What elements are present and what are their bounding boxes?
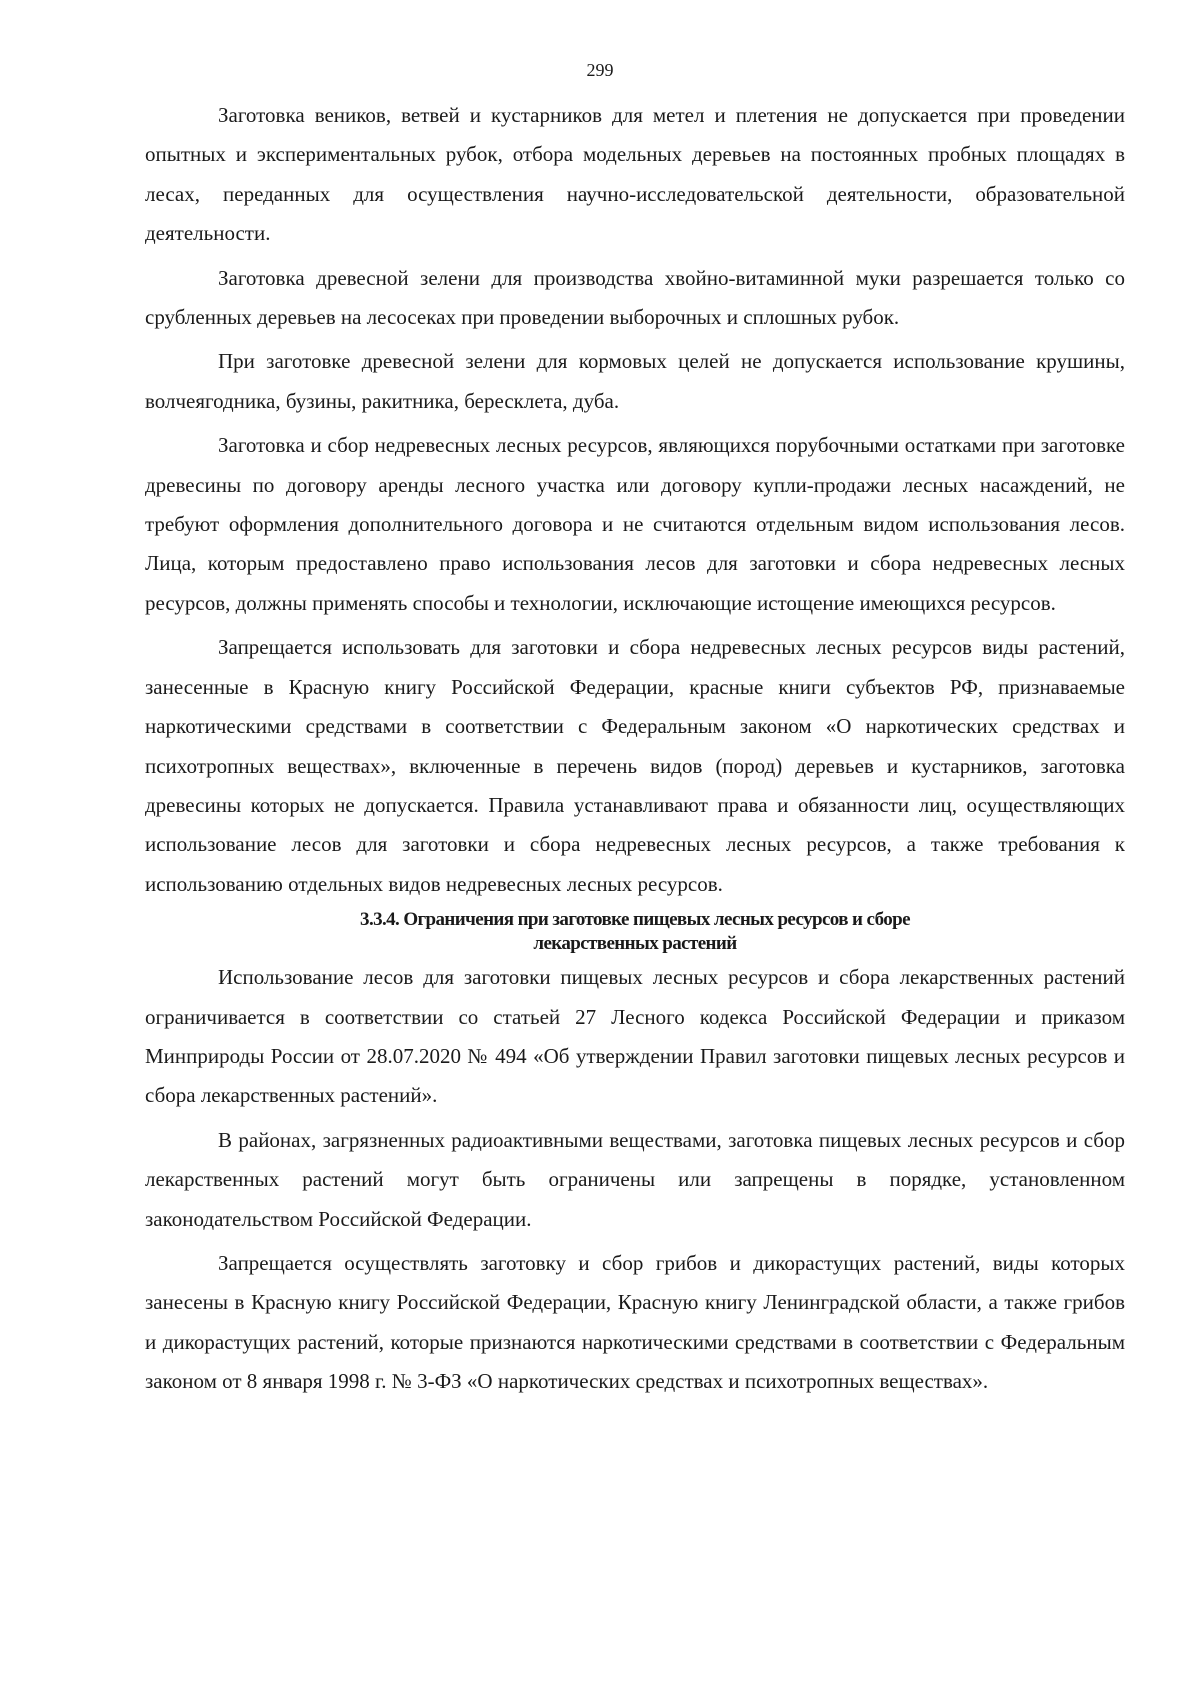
section-heading-line: 3.3.4. Ограничения при заготовке пищевых лесных ресурсов и сборе	[360, 909, 910, 931]
paragraph: Запрещается использовать для заготовки и сбора недревесных лесных ресурсов виды растений, занесенные в Красную книгу Российской Федерации, красные книги субъектов РФ, признаваемые наркотическими средствами в соответствии с Федеральным законом «О наркотических средствах и психотропных веществах», включенные в перечень видов (пород) деревьев и кустарников, заготовка древесины которых не допускается. Правила устанавливают права и обязанности лиц, осуществляющих использование лесов для заготовки и сбора недревесных лесных ресурсов, а также требования к использованию отдельных видов недревесных лесных ресурсов.	[145, 635, 1125, 896]
page-number: 299	[586, 60, 614, 80]
paragraph: Запрещается осуществлять заготовку и сбор грибов и дикорастущих растений, виды которых занесены в Красную книгу Российской Федерации, Красную книгу Ленинградской области, а также грибов и дикорастущих растений, которые признаются наркотическими средствами в соответствии с Федеральным законом от 8 января 1998 г. № 3-ФЗ «О наркотических средствах и психотропных веществах».	[145, 1250, 1125, 1394]
paragraph: В районах, загрязненных радиоактивными веществами, заготовка пищевых лесных ресурсов и сбор лекарственных растений могут быть ограничены или запрещены в порядке, установленном законодательством Российской Федерации.	[145, 1127, 1125, 1231]
document-body	[145, 96, 1125, 1402]
paragraph: При заготовке древесной зелени для кормовых целей не допускается использование крушины, волчеягодника, бузины, ракитника, бересклета, дуба.	[145, 349, 1125, 413]
paragraph: Использование лесов для заготовки пищевых лесных ресурсов и сбора лекарственных растений ограничивается в соответствии со статьей 27 Лесного кодекса Российской Федерации и приказом Минприроды России от 28.07.2020 № 494 «Об утверждении Правил заготовки пищевых лесных ресурсов и сбора лекарственных растений».	[145, 965, 1125, 1108]
paragraph: Заготовка древесной зелени для производства хвойно-витаминной муки разрешается только со срубленных деревьев на лесосеках при проведении выборочных и сплошных рубок.	[145, 265, 1125, 330]
paragraph: Заготовка и сбор недревесных лесных ресурсов, являющихся порубочными остатками при заготовке древесины по договору аренды лесного участка или договору купли-продажи лесных насаждений, не требуют оформления дополнительного договора и не считаются отдельным видом использования лесов. Лица, которым предоставлено право использования лесов для заготовки и сбора недревесных лесных ресурсов, должны применять способы и технологии, исключающие истощение имеющихся ресурсов.	[145, 433, 1125, 615]
section-heading	[145, 908, 1125, 956]
section-heading-line: лекарственных растений	[533, 933, 737, 955]
paragraph: Заготовка веников, ветвей и кустарников для метел и плетения не допускается при проведении опытных и экспериментальных рубок, отбора модельных деревьев на постоянных пробных площадях в лесах, переданных для осуществления научно-исследовательской деятельности, образовательной деятельности.	[145, 103, 1125, 246]
